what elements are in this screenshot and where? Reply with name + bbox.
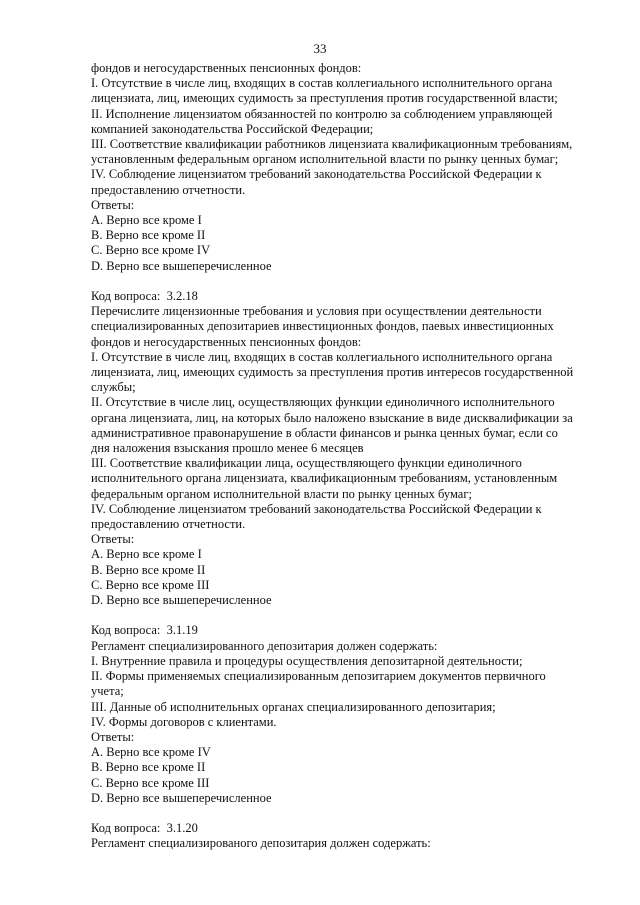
- text-line: Код вопроса: 3.1.20: [91, 821, 198, 836]
- text-line: дня наложения взыскания прошло менее 6 месяцев: [91, 441, 364, 456]
- text-line: Ответы:: [91, 197, 135, 212]
- text-line: установленным федеральным органом исполнительной власти по рынку ценных бумаг;: [91, 152, 559, 167]
- paragraph-gap: [91, 274, 601, 289]
- text-line: предоставлению отчетности.: [91, 517, 246, 532]
- paragraph-gap: [91, 806, 601, 821]
- paragraph-gap: [91, 608, 601, 623]
- text-block: [91, 289, 601, 608]
- text-block: [91, 821, 601, 851]
- text-line: федеральным органом исполнительной власти по рынку ценных бумаг;: [91, 486, 472, 501]
- text-line: II. Отсутствие в числе лиц, осуществляющих функции единоличного исполнительного: [91, 395, 555, 410]
- text-line: учета;: [91, 684, 124, 699]
- text-line: A. Верно все кроме IV: [91, 745, 211, 760]
- text-line: органа лицензиата, лиц, на которых было наложено взыскание в виде дисквалификации за: [91, 410, 573, 425]
- text-line: B. Верно все кроме II: [91, 562, 206, 577]
- text-line: C. Верно все кроме III: [91, 775, 210, 790]
- text-line: C. Верно все кроме III: [91, 577, 210, 592]
- text-line: IV. Соблюдение лицензиатом требований законодательства Российской Федерации к: [91, 501, 542, 516]
- text-line: Ответы:: [91, 729, 135, 744]
- text-line: Код вопроса: 3.2.18: [91, 289, 198, 304]
- text-line: D. Верно все вышеперечисленное: [91, 258, 272, 273]
- text-line: Регламент специализированного депозитария должен содержать:: [91, 638, 438, 653]
- text-line: III. Соответствие квалификации работников лицензиата квалификационным требованиям,: [91, 137, 573, 152]
- text-line: лицензиата, лиц, имеющих судимость за преступления против государственной власти;: [91, 91, 558, 106]
- text-line: A. Верно все кроме I: [91, 213, 202, 228]
- document-body: [91, 61, 601, 852]
- text-line: фондов и негосударственных пенсионных фондов:: [91, 334, 362, 349]
- text-block: [91, 61, 601, 274]
- text-line: Перечислите лицензионные требования и условия при осуществлении деятельности: [91, 304, 542, 319]
- text-line: B. Верно все кроме II: [91, 760, 206, 775]
- text-line: A. Верно все кроме I: [91, 547, 202, 562]
- text-line: D. Верно все вышеперечисленное: [91, 790, 272, 805]
- text-line: I. Отсутствие в числе лиц, входящих в состав коллегиального исполнительного органа: [91, 349, 553, 364]
- text-line: фондов и негосударственных пенсионных фондов:: [91, 61, 362, 75]
- text-line: D. Верно все вышеперечисленное: [91, 593, 272, 608]
- text-line: I. Отсутствие в числе лиц, входящих в состав коллегиального исполнительного органа: [91, 76, 553, 91]
- text-line: IV. Формы договоров с клиентами.: [91, 714, 277, 729]
- text-line: B. Верно все кроме II: [91, 228, 206, 243]
- text-line: предоставлению отчетности.: [91, 182, 246, 197]
- text-line: лицензиата, лиц, имеющих судимость за преступления против интересов государственной: [91, 365, 574, 380]
- text-line: службы;: [91, 380, 136, 395]
- text-line: Код вопроса: 3.1.19: [91, 623, 198, 638]
- text-line: IV. Соблюдение лицензиатом требований законодательства Российской Федерации к: [91, 167, 542, 182]
- text-line: C. Верно все кроме IV: [91, 243, 211, 258]
- text-line: административное правонарушение в области финансов и рынка ценных бумаг, если со: [91, 425, 558, 440]
- text-line: исполнительного органа лицензиата, квалификационным требованиям, установленным: [91, 471, 558, 486]
- page-number: 33: [313, 41, 327, 56]
- text-line: Регламент специализированого депозитария должен содержать:: [91, 836, 431, 851]
- text-line: II. Исполнение лицензиатом обязанностей по контролю за соблюдением управляющей: [91, 106, 553, 121]
- text-line: компанией законодательства Российской Федерации;: [91, 121, 374, 136]
- text-line: Ответы:: [91, 532, 135, 547]
- text-line: III. Соответствие квалификации лица, осуществляющего функции единоличного: [91, 456, 522, 471]
- text-line: III. Данные об исполнительных органах специализированного депозитария;: [91, 699, 496, 714]
- text-line: специализированных депозитариев инвестиционных фондов, паевых инвестиционных: [91, 319, 554, 334]
- text-line: II. Формы применяемых специализированным депозитарием документов первичного: [91, 669, 546, 684]
- text-line: I. Внутренние правила и процедуры осуществления депозитарной деятельности;: [91, 653, 523, 668]
- text-block: [91, 623, 601, 805]
